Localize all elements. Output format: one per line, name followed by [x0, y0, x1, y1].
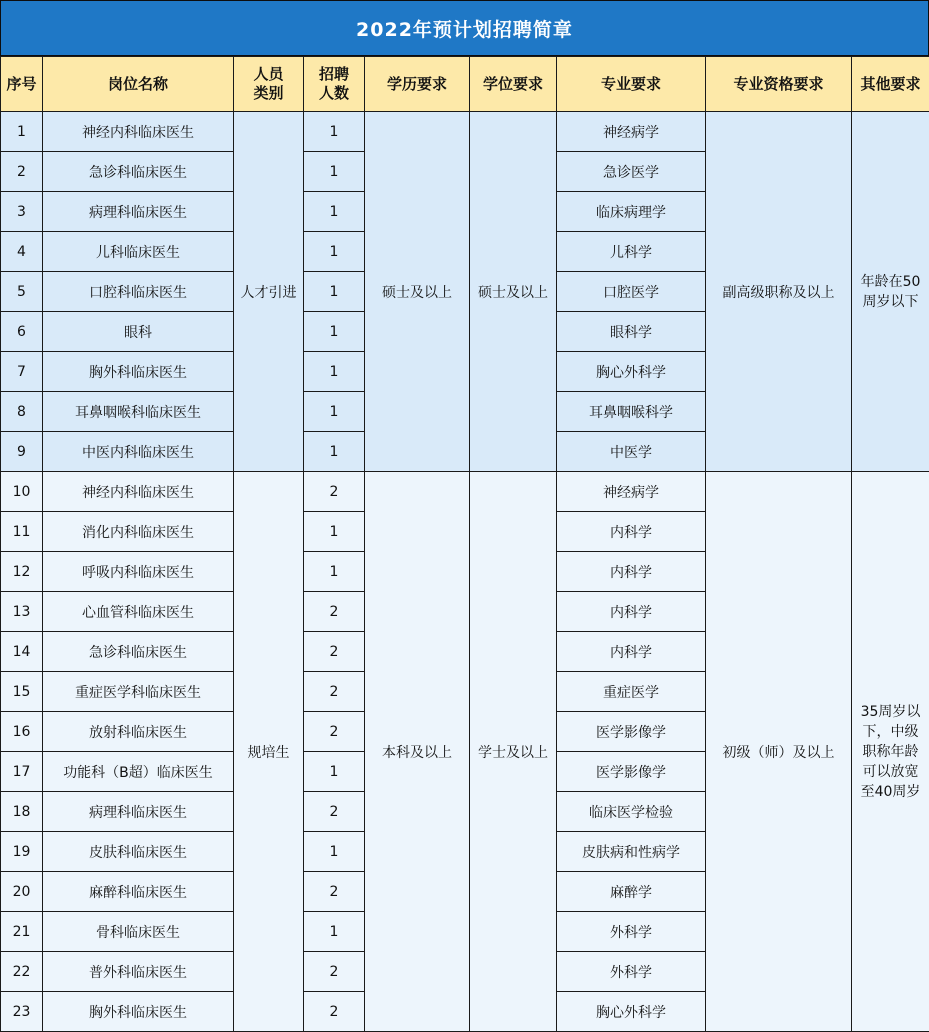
cell-category: 人才引进 [234, 112, 304, 472]
cell-position: 呼吸内科临床医生 [43, 552, 234, 592]
table-body [1, 112, 929, 1032]
header-category-line2: 类别 [253, 84, 284, 102]
cell-seq: 22 [1, 952, 43, 992]
cell-seq: 4 [1, 232, 43, 272]
cell-major: 医学影像学 [557, 712, 706, 752]
cell-qualification: 副高级职称及以上 [706, 112, 852, 472]
cell-count: 1 [304, 312, 365, 352]
recruitment-table [0, 56, 929, 1032]
cell-position: 儿科临床医生 [43, 232, 234, 272]
cell-count: 2 [304, 632, 365, 672]
cell-count: 2 [304, 592, 365, 632]
cell-position: 急诊科临床医生 [43, 632, 234, 672]
cell-education: 本科及以上 [365, 472, 470, 1032]
cell-position: 神经内科临床医生 [43, 472, 234, 512]
cell-seq: 5 [1, 272, 43, 312]
cell-major: 胸心外科学 [557, 352, 706, 392]
cell-position: 骨科临床医生 [43, 912, 234, 952]
cell-count: 1 [304, 152, 365, 192]
cell-major: 急诊医学 [557, 152, 706, 192]
cell-major: 外科学 [557, 912, 706, 952]
cell-position: 中医内科临床医生 [43, 432, 234, 472]
table-row [1, 112, 929, 152]
cell-major: 医学影像学 [557, 752, 706, 792]
cell-count: 1 [304, 432, 365, 472]
header-seq: 序号 [1, 57, 43, 112]
cell-position: 麻醉科临床医生 [43, 872, 234, 912]
cell-seq: 21 [1, 912, 43, 952]
cell-seq: 10 [1, 472, 43, 512]
header-education: 学历要求 [365, 57, 470, 112]
cell-position: 功能科（B超）临床医生 [43, 752, 234, 792]
cell-seq: 6 [1, 312, 43, 352]
cell-seq: 19 [1, 832, 43, 872]
cell-seq: 17 [1, 752, 43, 792]
cell-count: 2 [304, 992, 365, 1032]
cell-count: 1 [304, 552, 365, 592]
cell-degree: 硕士及以上 [470, 112, 557, 472]
cell-position: 皮肤科临床医生 [43, 832, 234, 872]
cell-count: 1 [304, 272, 365, 312]
header-other: 其他要求 [852, 57, 929, 112]
cell-count: 1 [304, 912, 365, 952]
cell-seq: 3 [1, 192, 43, 232]
cell-position: 放射科临床医生 [43, 712, 234, 752]
header-count-line2: 人数 [318, 84, 349, 102]
cell-major: 内科学 [557, 512, 706, 552]
cell-position: 重症医学科临床医生 [43, 672, 234, 712]
cell-position: 普外科临床医生 [43, 952, 234, 992]
cell-major: 麻醉学 [557, 872, 706, 912]
cell-seq: 1 [1, 112, 43, 152]
cell-count: 2 [304, 712, 365, 752]
cell-seq: 7 [1, 352, 43, 392]
cell-major: 内科学 [557, 632, 706, 672]
cell-count: 2 [304, 952, 365, 992]
table-row [1, 472, 929, 512]
cell-other: 35周岁以下，中级职称年龄可以放宽至40周岁 [852, 472, 929, 1032]
cell-position: 急诊科临床医生 [43, 152, 234, 192]
cell-position: 口腔科临床医生 [43, 272, 234, 312]
cell-count: 1 [304, 352, 365, 392]
cell-count: 2 [304, 792, 365, 832]
cell-major: 内科学 [557, 592, 706, 632]
cell-count: 1 [304, 192, 365, 232]
cell-count: 1 [304, 392, 365, 432]
cell-position: 消化内科临床医生 [43, 512, 234, 552]
cell-position: 胸外科临床医生 [43, 992, 234, 1032]
cell-seq: 13 [1, 592, 43, 632]
cell-degree: 学士及以上 [470, 472, 557, 1032]
cell-count: 2 [304, 872, 365, 912]
cell-category: 规培生 [234, 472, 304, 1032]
cell-count: 1 [304, 512, 365, 552]
cell-seq: 8 [1, 392, 43, 432]
cell-major: 耳鼻咽喉科学 [557, 392, 706, 432]
cell-position: 耳鼻咽喉科临床医生 [43, 392, 234, 432]
cell-major: 内科学 [557, 552, 706, 592]
cell-count: 1 [304, 232, 365, 272]
cell-count: 2 [304, 672, 365, 712]
cell-major: 临床病理学 [557, 192, 706, 232]
cell-major: 儿科学 [557, 232, 706, 272]
cell-count: 1 [304, 832, 365, 872]
header-category-line1: 人员 [253, 65, 284, 83]
cell-count: 2 [304, 472, 365, 512]
cell-major: 神经病学 [557, 472, 706, 512]
page-title: 2022年预计划招聘简章 [0, 0, 929, 56]
cell-position: 胸外科临床医生 [43, 352, 234, 392]
cell-other: 年龄在50周岁以下 [852, 112, 929, 472]
cell-major: 中医学 [557, 432, 706, 472]
cell-major: 皮肤病和性病学 [557, 832, 706, 872]
cell-seq: 2 [1, 152, 43, 192]
header-degree: 学位要求 [470, 57, 557, 112]
cell-major: 临床医学检验 [557, 792, 706, 832]
cell-major: 眼科学 [557, 312, 706, 352]
cell-major: 胸心外科学 [557, 992, 706, 1032]
header-major: 专业要求 [557, 57, 706, 112]
cell-position: 病理科临床医生 [43, 192, 234, 232]
cell-seq: 9 [1, 432, 43, 472]
cell-seq: 18 [1, 792, 43, 832]
cell-seq: 16 [1, 712, 43, 752]
cell-major: 口腔医学 [557, 272, 706, 312]
cell-count: 1 [304, 112, 365, 152]
cell-major: 重症医学 [557, 672, 706, 712]
cell-seq: 11 [1, 512, 43, 552]
cell-position: 眼科 [43, 312, 234, 352]
header-row [1, 57, 929, 112]
cell-seq: 14 [1, 632, 43, 672]
header-position: 岗位名称 [43, 57, 234, 112]
cell-position: 神经内科临床医生 [43, 112, 234, 152]
cell-position: 病理科临床医生 [43, 792, 234, 832]
header-count [304, 57, 365, 112]
cell-education: 硕士及以上 [365, 112, 470, 472]
cell-seq: 15 [1, 672, 43, 712]
cell-major: 神经病学 [557, 112, 706, 152]
header-count-line1: 招聘 [318, 65, 349, 83]
cell-qualification: 初级（师）及以上 [706, 472, 852, 1032]
cell-major: 外科学 [557, 952, 706, 992]
cell-position: 心血管科临床医生 [43, 592, 234, 632]
cell-seq: 12 [1, 552, 43, 592]
header-qualification: 专业资格要求 [706, 57, 852, 112]
cell-count: 1 [304, 752, 365, 792]
header-category [234, 57, 304, 112]
cell-seq: 20 [1, 872, 43, 912]
cell-seq: 23 [1, 992, 43, 1032]
